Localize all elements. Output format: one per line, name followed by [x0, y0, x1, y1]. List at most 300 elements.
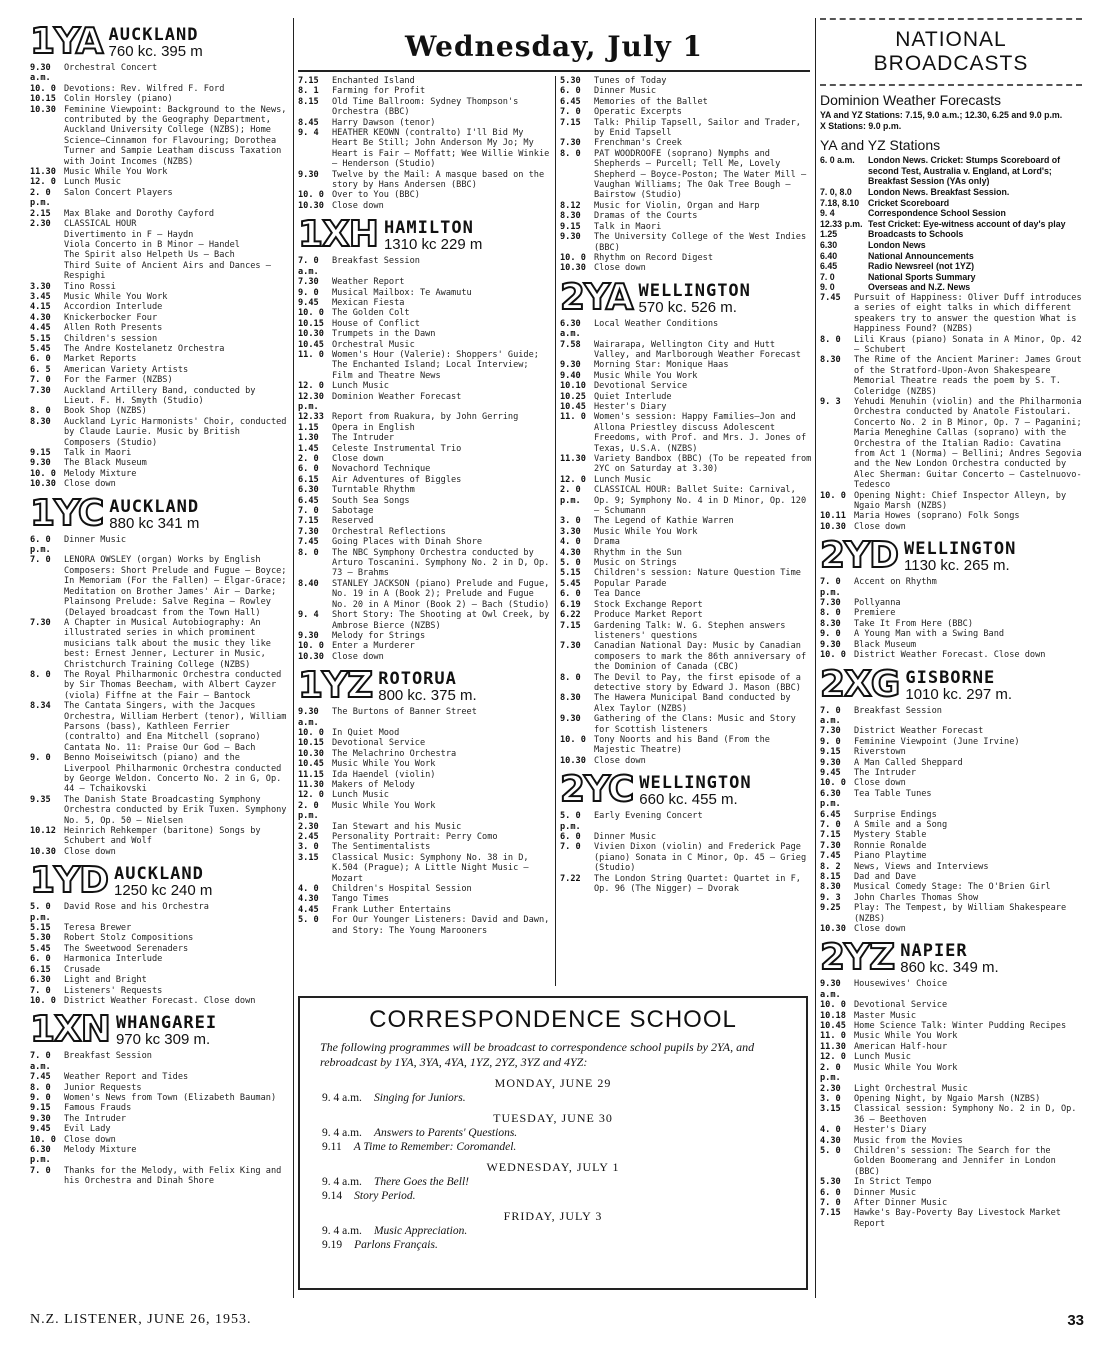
programme-time: 4.45 [298, 904, 319, 915]
programme-title: Breakfast Session [64, 1051, 152, 1062]
programme-time: 3.30 [30, 281, 51, 292]
programme-time: 10.30 [298, 651, 324, 662]
programme-title: LENORA OWSLEY (organ) Works by English Composers: Short Prelude and Fugue — Boyce; In Memoriam (For the Fallen) — Elgar-Grace; Meditation on Brother James' Air — Darke; Plainsong Prelude: Salve Regina — Rowley (Delayed broadcast from the Town Hall) [64, 555, 287, 618]
national-row [820, 198, 1082, 209]
station-frequency: 1310 kc 229 m [383, 236, 483, 254]
programme-time: 6.45 [820, 809, 841, 820]
programme-title: Evil Lady [64, 1124, 111, 1135]
programme-time: 9.15 [560, 221, 581, 232]
programme-title: Close down [854, 521, 906, 532]
programme-title: Children's session: The Search for the Golden Boomerang and Jennifer in London (BBC) [854, 1145, 1056, 1177]
programme-title: Makers of Melody [332, 779, 415, 790]
programme-title: Stock Exchange Report [594, 599, 703, 610]
programme-title: Lunch Music [332, 790, 389, 801]
station-header [30, 860, 290, 902]
programme-time: 6. 0 [560, 86, 581, 97]
national-row [820, 251, 1082, 262]
programme-row [820, 608, 1082, 618]
programme-time: 10.30 [298, 748, 324, 759]
national-title: Overseas and N.Z. News [868, 282, 971, 293]
programme-row [30, 177, 290, 187]
programme-list [560, 811, 812, 894]
programme-title: Children's session [64, 333, 158, 344]
station-name: WELLINGTON [638, 280, 751, 301]
programme-time: 7.30 [298, 526, 319, 537]
national-title: Test Cricket: Eye-witness account of day's play [868, 218, 1066, 229]
programme-time: 10.15 [298, 738, 324, 749]
programme-time: 9.30 [560, 360, 581, 371]
programme-row [298, 822, 550, 832]
programme-row [820, 747, 1082, 757]
programme-time: 7.58 [560, 339, 581, 350]
programme-title: Devotional Service [594, 381, 688, 392]
programme-row [560, 211, 812, 221]
programme-title: Rhythm on Record Digest [594, 252, 713, 263]
programme-title: Operatic Excerpts [594, 107, 682, 118]
programme-title: Yehudi Menuhin (violin) and the Philharmonia Orchestra conducted by Anatole Fistoulari. Concerto No. 2 in B Minor, Op. 7 — Paganini; Maria Meneghine Callas (soprano) with the Orchestra of the Italian Radio: Cavatina from Act 1 (Norma) — Bellini; Andres Segovia and the New London Orchestra conducted by Alec Sherman: Guitar Concerto — Castelnuovo-Tedesco [854, 396, 1082, 491]
programme-time: 6. 0 [820, 1187, 841, 1198]
national-time: 9. 0 [820, 282, 835, 293]
programme-row [820, 293, 1082, 335]
programme-time: 10.45 [560, 401, 586, 412]
programme-row [298, 749, 550, 759]
programme-title: Close down [854, 778, 906, 789]
programme-time: 9.45 [298, 297, 319, 308]
cs-item-title: Singing for Juniors. [373, 1092, 466, 1104]
programme-title: Viola Concerto in B Minor — Handel [64, 239, 240, 250]
weather-line: YA and YZ Stations: 7.15, 9.0 a.m.; 12.30, 6.25 and 9.0 p.m. [820, 110, 1063, 120]
programme-row [30, 323, 290, 333]
programme-time: 9.15 [30, 448, 51, 459]
programme-list [560, 319, 812, 766]
programme-row [298, 884, 550, 894]
national-row [820, 219, 1082, 230]
programme-time: 8. 0 [560, 672, 581, 683]
programme-list [298, 256, 550, 662]
programme-time: 8.30 [560, 211, 581, 222]
programme-row [820, 706, 1082, 727]
programme-time: 6. 0 [560, 832, 581, 842]
programme-row [30, 1166, 290, 1187]
programme-title: Close down [854, 924, 906, 935]
national-title: London News. Cricket: Stumps Scoreboard of second Test, Australia v. England, at Lord's; Breakfast Session (YAs only) [868, 155, 1061, 187]
cs-item-time: 9. 4 a.m. [322, 1225, 362, 1237]
programme-time: 6.15 [30, 964, 51, 975]
programme-time: 8. 0 [820, 608, 841, 619]
programme-row [298, 853, 550, 884]
programme-title: Play: The Tempest, by William Shakespeare (NZBS) [854, 903, 1067, 924]
programme-row [298, 631, 550, 641]
programme-row [30, 826, 290, 847]
programme-title: Book Shop (NZBS) [64, 406, 147, 417]
programme-time: 10.18 [820, 1010, 846, 1021]
programme-title: Popular Parade [594, 578, 667, 589]
programme-row [820, 629, 1082, 639]
programme-title: Auckland Artillery Band, conducted by Lieut. F. H. Smyth (Studio) [64, 385, 256, 406]
programme-row [298, 340, 550, 350]
programme-time: 8. 0 [298, 547, 319, 558]
programme-row [298, 298, 550, 308]
programme-list [820, 293, 1082, 532]
programme-row [820, 862, 1082, 872]
programme-title: The Burtons of Banner Street [332, 707, 477, 718]
programme-title: Riverstown [854, 747, 906, 758]
programme-row [298, 277, 550, 287]
station-logo: 2YZ [820, 937, 895, 979]
programme-title: Allen Roth Presents [64, 323, 163, 334]
cs-day-heading: MONDAY, JUNE 29 [494, 1076, 612, 1090]
programme-title: The Hawera Municipal Band conducted by Alex Taylor (NZBS) [594, 693, 791, 714]
programme-time: 9.45 [30, 1124, 51, 1135]
programme-row [820, 778, 1082, 788]
programme-time: 3. 0 [560, 516, 581, 527]
station-header [298, 665, 550, 707]
programme-title: Close down [332, 200, 384, 211]
national-row [820, 261, 1082, 272]
programme-time: 6.30 [298, 485, 319, 496]
programme-time: 6. 0 [30, 954, 51, 965]
cs-item-time: 9. 4 a.m. [322, 1092, 362, 1104]
programme-title: Lunch Music [854, 1052, 911, 1063]
programme-row [30, 458, 290, 468]
programme-row [30, 261, 290, 282]
programme-time: 11.30 [298, 779, 324, 790]
programme-time: 8. 0 [30, 1082, 51, 1093]
programme-title: Tino Rossi [64, 281, 116, 292]
programme-title: The Intruder [854, 767, 917, 778]
programme-row [298, 86, 550, 96]
programme-row [560, 537, 812, 547]
programme-row [560, 371, 812, 381]
programme-time: 9.30 [298, 169, 319, 180]
column-2 [298, 76, 550, 986]
programme-row [820, 491, 1082, 512]
programme-time: 7.15 [820, 1208, 841, 1219]
programme-time: 6. 0 p.m. [30, 534, 51, 556]
programme-title: Trumpets in the Dawn [332, 329, 436, 340]
programme-time: 5.45 [30, 943, 51, 954]
programme-title: Tango Times [332, 894, 389, 905]
programme-row [298, 329, 550, 339]
programme-row [820, 640, 1082, 650]
programme-title: The Rime of the Ancient Mariner: James Grout of the Stratford-Upon-Avon Shakespeare Memorial Theatre reads the poem by S. T. Coleridge (NZBS) [854, 355, 1082, 397]
programme-row [820, 1208, 1082, 1229]
programme-title: Ian Stewart and his Music [332, 821, 462, 832]
station-logo: 2YA [560, 276, 633, 318]
national-row [820, 240, 1082, 251]
programme-time: 11. 0 [298, 349, 324, 360]
programme-time: 7. 0 [560, 107, 581, 118]
programme-title: Personality Portrait: Perry Como [332, 832, 498, 842]
programme-title: The London String Quartet: Quartet in F, Op. 96 (The Nigger) — Dvorak [594, 873, 801, 895]
programme-time: 9. 0 [30, 753, 51, 764]
column-rule [555, 76, 556, 986]
programme-title: Max Blake and Dorothy Cayford [64, 208, 215, 219]
programme-row [298, 381, 550, 391]
programme-time: 9.30 a.m. [30, 63, 51, 84]
programme-title: Music While You Work [332, 800, 436, 811]
programme-time: 7.15 [298, 516, 319, 527]
national-row [820, 229, 1082, 240]
station-logo: 2XG [820, 663, 900, 705]
programme-title: Weather Report [332, 277, 405, 288]
national-time: 7. 0 [820, 271, 835, 282]
programme-title: The Danish State Broadcasting Symphony Orchestra conducted by Erik Tuxen. Symphony No. 5, Op. 50 — Nielsen [64, 794, 287, 826]
programme-title: Maria Howes (soprano) Folk Songs [854, 511, 1020, 522]
national-row [820, 282, 1082, 293]
programme-time: 5.15 [560, 568, 581, 579]
programme-title: Lunch Music [64, 177, 121, 188]
programme-title: The University College of the West Indies (BBC) [594, 232, 807, 253]
cs-item-title: A Time to Remember: Coromandel. [353, 1141, 517, 1153]
programme-row [820, 882, 1082, 892]
station-frequency: 800 kc. 375 m. [378, 687, 477, 705]
programme-title: Lunch Music [594, 474, 651, 485]
programme-title: Accordion Interlude [64, 302, 163, 313]
programme-time: 9. 4 [298, 610, 319, 621]
programme-time: 7.15 [820, 830, 841, 841]
programme-time: 9. 0 [820, 736, 841, 747]
programme-title: Breakfast Session [332, 256, 420, 267]
programme-time: 7.30 [820, 726, 841, 737]
station-info [904, 540, 1016, 574]
cs-day-heading: WEDNESDAY, JULY 1 [486, 1160, 620, 1174]
programme-row [30, 965, 290, 975]
programme-row [30, 555, 290, 617]
programme-title: Women's Hour (Valerie): Shoppers' Guide; The Enchanted Island; Local Interview; Film and Theatre News [332, 349, 539, 381]
national-time: 12.33 p.m. [820, 218, 863, 229]
national-title: Cricket Scoreboard [868, 197, 950, 208]
national-title: London News. Breakfast Session. [868, 186, 1010, 197]
programme-time: 10. 0 [298, 190, 324, 201]
programme-title: Drama [594, 537, 620, 548]
programme-title: Children's Hospital Session [332, 884, 472, 895]
station-logo: 1YD [30, 860, 108, 902]
cs-days [300, 1076, 806, 1252]
programme-title: Children's session: Nature Question Time [594, 568, 801, 579]
programme-row [820, 872, 1082, 882]
programme-row [298, 201, 550, 211]
programme-title: Divertimento in F — Haydn [64, 229, 194, 240]
programme-time: 8.40 [298, 578, 319, 589]
programme-title: Turntable Rhythm [332, 485, 415, 496]
programme-title: The NBC Symphony Orchestra conducted by Arturo Toscanini. Symphony No. 2 in D, Op. 73 — Brahms [332, 547, 550, 579]
programme-title: Frenchman's Creek [594, 138, 682, 149]
cs-day-heading: TUESDAY, JUNE 30 [493, 1111, 613, 1125]
station-name: WELLINGTON [904, 539, 1017, 560]
programme-title: Close down [332, 454, 384, 464]
programme-title: Over to You (BBC) [332, 190, 420, 201]
station-info [905, 669, 1012, 703]
programme-time: 6.22 [560, 610, 581, 621]
programme-time: 7. 0 [30, 555, 51, 566]
programme-list [30, 1051, 290, 1186]
programme-row [820, 903, 1082, 924]
programme-title: Women's News from Town (Elizabeth Bauman) [64, 1092, 277, 1103]
yayz-list [820, 155, 1082, 293]
programme-row [298, 905, 550, 915]
programme-title: Ida Haendel (violin) [332, 769, 436, 780]
programme-title: Twelve by the Mail: A masque based on the story by Hans Andersen (BBC) [332, 169, 545, 191]
programme-title: Famous Frauds [64, 1103, 132, 1114]
programme-row [560, 392, 812, 402]
programme-time: 8.30 [560, 693, 581, 704]
programme-row [820, 522, 1082, 532]
programme-time: 2. 0 p.m. [298, 800, 319, 822]
programme-time: 9. 3 [820, 892, 841, 903]
programme-time: 7.30 [560, 641, 581, 652]
programme-title: Close down [64, 1134, 116, 1145]
programme-row [820, 355, 1082, 397]
programme-row [30, 1124, 290, 1134]
programme-title: Feminine Viewpoint: Background to the News, contributed by the Geography Department, Auckland University College (NZBS); Home Science—Cinnamon for Flavouring; Dorothea Turner and Sampie Leatham discuss Taxation with Joint Incomes (NZBS) [64, 104, 287, 167]
programme-row [560, 138, 812, 148]
programme-row [298, 652, 550, 662]
column-rule [293, 18, 294, 1298]
programme-title: Vivien Dixon (violin) and Frederick Page (piano) Sonata in C Minor, Op. 45 — Grieg (Studio) [594, 842, 807, 874]
programme-time: 2. 0 p.m. [820, 1062, 841, 1084]
station-logo: 1XH [298, 214, 378, 256]
station-logo: 1XN [30, 1009, 110, 1051]
programme-title: Variety Bandbox (BBC) (To be repeated from 2YC on Saturday at 3.30) [594, 454, 812, 475]
programme-time: 7.22 [560, 873, 581, 884]
programme-time: 7. 0 [560, 842, 581, 853]
national-time: 9. 4 [820, 208, 835, 219]
programme-time: 10.30 [820, 521, 846, 532]
programme-row [30, 1083, 290, 1093]
cs-day-heading: FRIDAY, JULY 3 [503, 1209, 603, 1223]
programme-row [30, 219, 290, 229]
programme-title: Heinrich Rehkemper (baritone) Songs by Schubert and Wolf [64, 826, 261, 847]
programme-row [298, 759, 550, 769]
programme-title: STANLEY JACKSON (piano) Prelude and Fugue, No. 19 in A (Book 2); Prelude and Fugue No. 20 in A Minor (Book 2) — Bach (Studio) [332, 578, 550, 610]
programme-time: 6.30 p.m. [30, 1144, 51, 1166]
programme-title: Lunch Music [332, 381, 389, 392]
programme-title: After Dinner Music [854, 1197, 948, 1208]
column-rule [815, 18, 816, 1298]
national-time: 6.40 [820, 250, 838, 261]
programme-title: Sabotage [332, 506, 374, 517]
programme-time: 9.30 a.m. [820, 979, 841, 1000]
programme-time: 8. 2 [820, 861, 841, 872]
programme-title: Devotions: Rev. Wilfred F. Ford [64, 83, 225, 94]
programme-title: Dad and Dave [854, 872, 917, 882]
programme-row [30, 469, 290, 479]
programme-time: 10. 0 [30, 83, 56, 94]
programme-title: The Royal Philharmonic Orchestra conducted by Sir Thomas Beecham, with Albert Cayzer (viola) Fiffne at the Fair — Bantock [64, 669, 282, 701]
programme-row [298, 433, 550, 443]
programme-title: Music While You Work [854, 1062, 958, 1073]
programme-time: 2.30 [30, 219, 51, 230]
programme-title: Morning Star: Monique Haas [594, 360, 729, 371]
programme-title: Devotional Service [854, 1000, 948, 1011]
station-name: ROTORUA [378, 669, 457, 690]
programme-time: 7. 0 a.m. [820, 705, 841, 726]
programme-time: 4.45 [30, 323, 51, 334]
programme-time: 4.30 [30, 312, 51, 323]
programme-time: 7.15 [298, 76, 319, 86]
programme-row [560, 118, 812, 139]
national-time: 7. 0, 8.0 [820, 186, 852, 197]
weather-list [820, 110, 1082, 131]
programme-title: Close down [64, 479, 116, 490]
programme-row [30, 1093, 290, 1103]
page-title: Wednesday, July 1 [404, 30, 704, 63]
station-logo: 1YZ [298, 665, 373, 707]
programme-row [820, 1011, 1082, 1021]
programme-row [560, 381, 812, 391]
programme-time: 10. 0 [30, 1134, 56, 1145]
programme-title: Reserved [332, 516, 374, 527]
programme-title: American Variety Artists [64, 364, 189, 375]
programme-row [30, 996, 290, 1006]
programme-time: 10. 0 [820, 490, 846, 501]
programme-time: 4.30 [820, 1135, 841, 1146]
station-name: NAPIER [900, 941, 968, 962]
programme-time: 6.30 p.m. [820, 788, 841, 810]
station-logo: 1YC [30, 492, 104, 534]
programme-time: 7.45 [820, 292, 841, 303]
programme-title: Auckland Lyric Harmonists' Choir, conducted by Claude Laurie. Music by British Composers (Studio) [64, 416, 287, 448]
programme-time: 7.15 [560, 117, 581, 128]
programme-title: CLASSICAL HOUR: Ballet Suite: Carnival, Op. 9; Symphony No. 4 in D Minor, Op. 120 — Schumann [594, 485, 807, 517]
programme-row [560, 201, 812, 211]
programme-time: 10. 0 [820, 1000, 846, 1011]
programme-title: Produce Market Report [594, 610, 703, 621]
programme-title: Surprise Endings [854, 809, 937, 820]
programme-time: 7.30 [560, 138, 581, 149]
programme-time: 10.30 [30, 479, 56, 490]
programme-time: 9.25 [820, 903, 841, 914]
programme-row [30, 975, 290, 985]
programme-title: The Andre Kostelanetz Orchestra [64, 343, 225, 354]
programme-list [30, 535, 290, 858]
programme-row [30, 795, 290, 826]
programme-row [820, 830, 1082, 840]
programme-row [560, 610, 812, 620]
programme-title: The Golden Colt [332, 308, 410, 319]
programme-title: Classical session: Symphony No. 2 in D, Op. 36 — Beethoven [854, 1104, 1077, 1125]
programme-time: 7. 0 p.m. [820, 577, 841, 598]
programme-row [820, 1000, 1082, 1010]
programme-row [298, 76, 550, 86]
programme-title: Master Music [854, 1010, 917, 1021]
programme-time: 7.30 [298, 277, 319, 288]
programme-title: Dominion Weather Forecast [332, 391, 462, 402]
programme-title: Enchanted Island [332, 76, 415, 86]
programme-row [820, 820, 1082, 830]
programme-time: 2.30 [820, 1083, 841, 1094]
station-info [639, 774, 751, 808]
programme-time: 2. 0 [298, 454, 319, 464]
station-logo: 1YA [30, 21, 103, 62]
programme-row [560, 253, 812, 263]
programme-row [30, 1135, 290, 1145]
programme-title: Quiet Interlude [594, 391, 672, 402]
programme-row [820, 1136, 1082, 1146]
national-title: National Sports Summary [868, 271, 976, 282]
programme-title: Musical Comedy Stage: The O'Brien Girl [854, 882, 1051, 893]
programme-time: 10.45 [298, 339, 324, 350]
programme-list [298, 707, 550, 936]
programme-row [560, 558, 812, 568]
station-frequency: 1010 kc. 297 m. [905, 685, 1013, 703]
programme-time: 3.45 [30, 291, 51, 302]
programme-title: Canadian National Day: Music by Canadian composers to mark the 86th anniversary of the Dominion of Canada (CBC) [594, 641, 807, 673]
programme-row [560, 516, 812, 526]
programme-row [30, 282, 290, 292]
programme-title: The Cantata Singers, with the Jacques Orchestra, William Herbert (tenor), William Parsons (bass), Kathleen Ferrier (contralto) and Ena Mitchell (soprano) Cantata No. 11: Praise Our God — Bach [64, 701, 287, 753]
